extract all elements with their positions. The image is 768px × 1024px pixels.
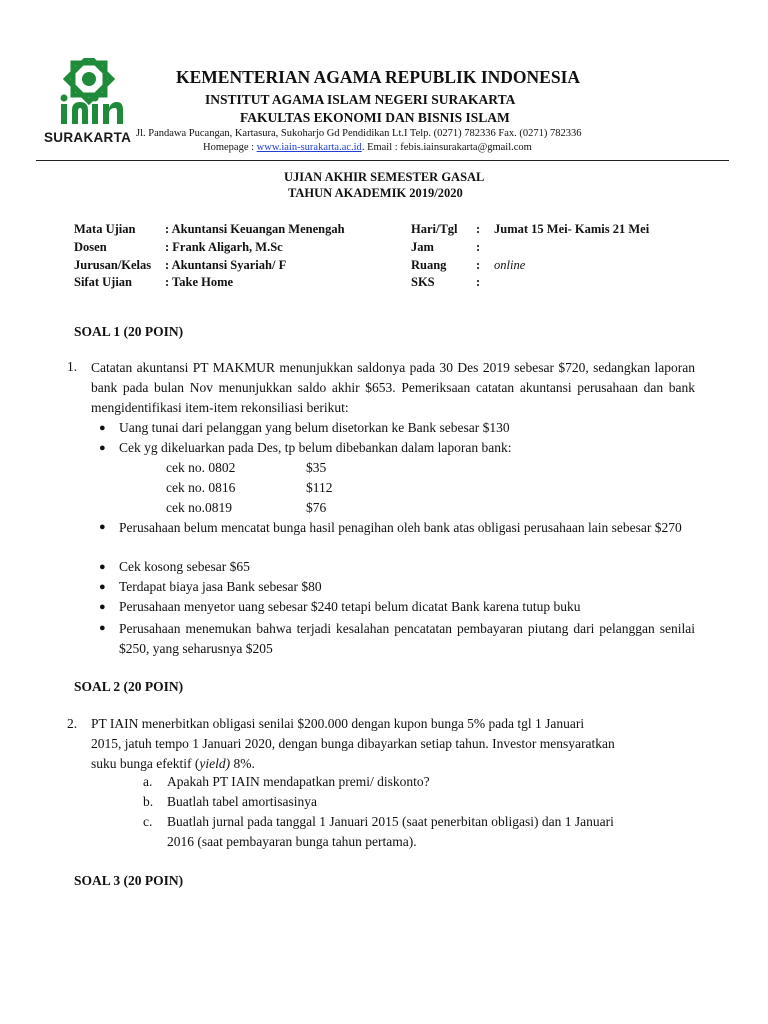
info-value-ruang: online (494, 258, 526, 272)
academic-year: TAHUN AKADEMIK 2019/2020 (288, 186, 463, 200)
info-value-jurusan: : Akuntansi Syariah/ F (165, 258, 287, 272)
info-value-sifat: : Take Home (165, 275, 234, 289)
soal-2-heading: SOAL 2 (20 POIN) (74, 679, 184, 694)
header-divider (36, 160, 729, 161)
iain-emblem-icon (44, 58, 134, 130)
info-colon-jam: : (476, 240, 481, 254)
exam-title: UJIAN AKHIR SEMESTER GASAL (284, 170, 485, 184)
question-2c-letter: c. (143, 814, 153, 829)
question-1-number: 1. (67, 359, 78, 374)
cheque-no-2: cek no. 0816 (166, 480, 236, 495)
info-value-mata-ujian: : Akuntansi Keuangan Menengah (165, 222, 345, 236)
info-colon-ruang: : (476, 258, 481, 272)
question-1-item-5: Terdapat biaya jasa Bank sebesar $80 (119, 579, 322, 594)
question-2b-text: Buatlah tabel amortisasinya (167, 794, 317, 809)
faculty-title: FAKULTAS EKONOMI DAN BISNIS ISLAM (240, 110, 510, 125)
info-label-mata-ujian: Mata Ujian (74, 222, 136, 236)
question-2b-letter: b. (143, 794, 154, 809)
info-colon-sks: : (476, 275, 481, 289)
question-2-intro-line-2: 2015, jatuh tempo 1 Januari 2020, dengan bunga dibayarkan setiap tahun. Investor mensyaratkan (91, 736, 615, 751)
soal-1-heading: SOAL 1 (20 POIN) (74, 324, 184, 339)
info-colon-hari: : (476, 222, 481, 236)
bullet-icon: ● (99, 601, 106, 613)
question-2-intro-line-3: suku bunga efektif (yield) 8%. (91, 756, 255, 771)
bullet-icon: ● (99, 581, 106, 593)
soal-3-heading: SOAL 3 (20 POIN) (74, 873, 184, 888)
question-2a-text: Apakah PT IAIN mendapatkan premi/ diskonto? (167, 774, 430, 789)
ministry-title: KEMENTERIAN AGAMA REPUBLIK INDONESIA (176, 67, 581, 87)
homepage-link[interactable]: www.iain-surakarta.ac.id (256, 142, 362, 153)
question-1-intro: Catatan akuntansi PT MAKMUR menunjukkan saldonya pada 30 Des 2019 sebesar $720, sedangkan laporan bank pada bulan Nov menunjukkan saldo akhir $653. Pemeriksaan catatan akuntansi perusahaan dan bank mengidentifikasi item-item rekonsiliasi berikut: (91, 360, 695, 415)
question-1-item-6: Perusahaan menyetor uang sebesar $240 tetapi belum dicatat Bank karena tutup buku (119, 599, 581, 614)
question-2c-text: Buatlah jurnal pada tanggal 1 Januari 2015 (saat penerbitan obligasi) dan 1 Januari (167, 814, 614, 829)
cheque-amount-1: $35 (306, 460, 327, 475)
question-1-item-3: Perusahaan belum mencatat bunga hasil penagihan oleh bank atas obligasi perusahaan lain sebesar $270 (119, 520, 682, 535)
info-value-hari: Jumat 15 Mei- Kamis 21 Mei (494, 222, 650, 236)
question-2-intro-line-1: PT IAIN menerbitkan obligasi senilai $200.000 dengan kupon bunga 5% pada tgl 1 Januari (91, 716, 585, 731)
info-label-sks: SKS (411, 275, 435, 289)
cheque-amount-3: $76 (306, 500, 327, 515)
question-1-item-2: Cek yg dikeluarkan pada Des, tp belum dibebankan dalam laporan bank: (119, 440, 512, 455)
institute-title: INSTITUT AGAMA ISLAM NEGERI SURAKARTA (205, 92, 516, 107)
info-label-jurusan: Jurusan/Kelas (74, 258, 152, 272)
info-label-sifat: Sifat Ujian (74, 275, 132, 289)
info-label-hari: Hari/Tgl (411, 222, 458, 236)
info-label-dosen: Dosen (74, 240, 107, 254)
bullet-icon: ● (99, 422, 106, 434)
bullet-icon: ● (99, 442, 106, 454)
homepage-label: Homepage : (203, 142, 257, 153)
question-1-item-4: Cek kosong sebesar $65 (119, 559, 250, 574)
bullet-icon: ● (99, 561, 106, 573)
question-1-item-7: Perusahaan menemukan bahwa terjadi kesalahan pencatatan pembayaran piutang dari pelanggan senilai $250, yang seharusnya $205 (119, 621, 695, 656)
logo-wordmark: SURAKARTA (44, 130, 132, 145)
cheque-no-1: cek no. 0802 (166, 460, 236, 475)
address-line: Jl. Pandawa Pucangan, Kartasura, Sukoharjo Gd Pendidikan Lt.I Telp. (0271) 782336 Fax. (0271) 782336 (136, 128, 582, 139)
bullet-icon: ● (99, 622, 106, 634)
question-2c-text-line-2: 2016 (saat pembayaran bunga tahun pertama). (167, 834, 417, 849)
cheque-no-3: cek no.0819 (166, 500, 232, 515)
homepage-line (203, 142, 532, 153)
bullet-icon: ● (99, 521, 106, 533)
info-value-dosen: : Frank Aligarh, M.Sc (165, 240, 283, 254)
email-text: . Email : febis.iainsurakarta@gmail.com (361, 142, 532, 153)
question-2-number: 2. (67, 716, 78, 731)
question-1-item-1: Uang tunai dari pelanggan yang belum disetorkan ke Bank sebesar $130 (119, 420, 510, 435)
info-label-ruang: Ruang (411, 258, 447, 272)
info-label-jam: Jam (411, 240, 434, 254)
cheque-amount-2: $112 (306, 480, 333, 495)
question-2a-letter: a. (143, 774, 153, 789)
